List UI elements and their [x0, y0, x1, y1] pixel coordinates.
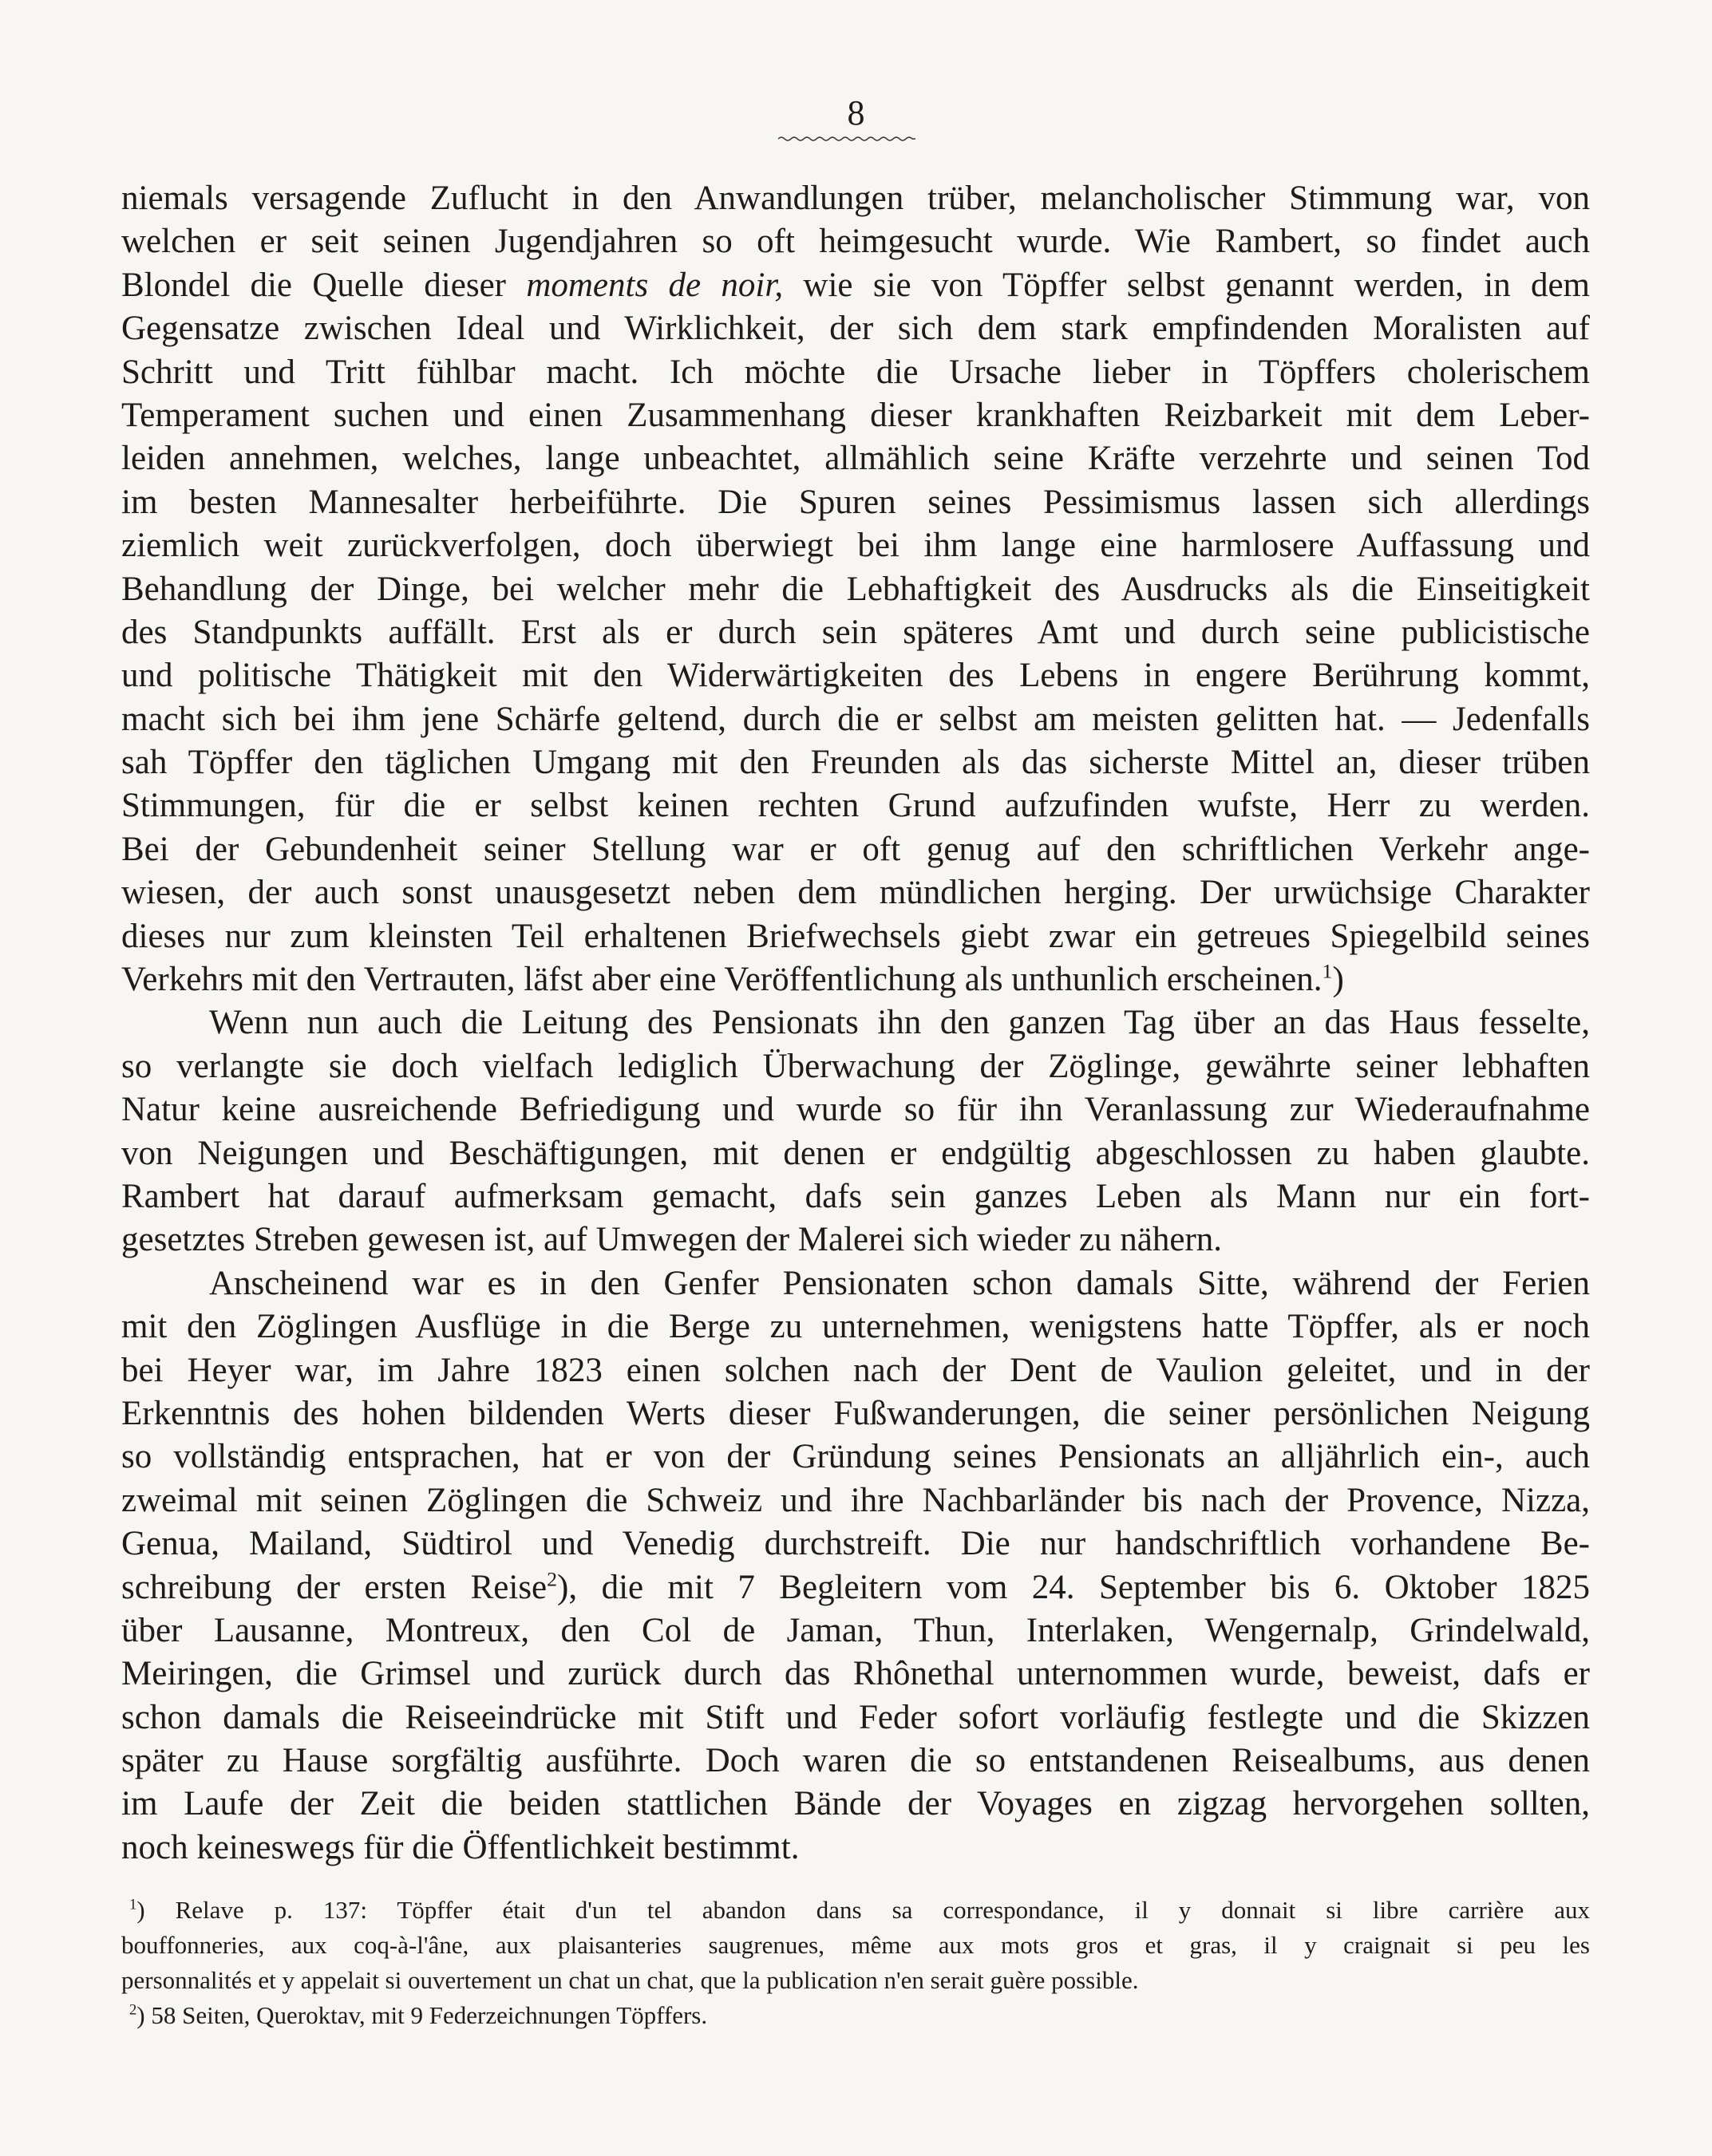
footnote-text: personnalités et y appelait si ouvertement un chat un chat, que la publication n'en serait guère possible. [121, 1966, 1139, 1994]
body-text: Genua, Mailand, Südtirol und Venedig durchstreift. Die nur handschriftlich vorhandene Be- [121, 1525, 1590, 1563]
footnote-text: bouffonneries, aux coq-à-l'âne, aux plaisanteries saugrenues, même aux mots gros et gras, il y craignait si peu les [121, 1931, 1590, 1959]
footnote-marker: 1 [1322, 959, 1333, 983]
body-text [121, 177, 1590, 1870]
body-text: und politische Thätigkeit mit den Widerwärtigkeiten des Lebens in engere Berührung kommt, [121, 657, 1590, 695]
body-text: macht sich bei ihm jene Schärfe geltend, durch die er selbst am meisten gelitten hat. — Jedenfalls [121, 700, 1590, 738]
footnote-line [121, 1998, 1590, 2033]
body-line [121, 568, 1590, 611]
body-text: gesetztes Streben gewesen ist, auf Umwegen der Malerei sich wieder zu nähern. [121, 1221, 1223, 1259]
body-text: wie sie von Töpffer selbst genannt werden, in dem [783, 266, 1591, 304]
body-text: Schritt und Tritt fühlbar macht. Ich möchte die Ursache lieber in Töpffers cholerischem [121, 353, 1590, 391]
body-line [121, 264, 1590, 307]
body-line [121, 1696, 1590, 1739]
body-line [121, 1349, 1590, 1392]
body-line [121, 177, 1590, 220]
body-text: zweimal mit seinen Zöglingen die Schweiz und ihre Nachbarländer bis nach der Provence, Nizza, [121, 1481, 1590, 1519]
body-line [121, 1522, 1590, 1566]
body-line [121, 1435, 1590, 1479]
footnote-marker: 2 [129, 2001, 137, 2019]
body-line [121, 1783, 1590, 1826]
body-text: Natur keine ausreichende Befriedigung und wurde so für ihn Veranlassung zur Wiederaufnahme [121, 1091, 1590, 1129]
footnote-line [121, 1893, 1590, 1928]
body-text: ) [1332, 961, 1344, 999]
body-line [121, 958, 1590, 1001]
footnote-text: ) Relave p. 137: Töpffer était d'un tel abandon dans sa correspondance, il y donnait si libre carrière aux [136, 1896, 1590, 1924]
body-text: im besten Mannesalter herbeiführte. Die Spuren seines Pessimismus lassen sich allerdings [121, 483, 1590, 521]
body-line [121, 220, 1590, 263]
body-text: Behandlung der Dinge, bei welcher mehr die Lebhaftigkeit des Ausdrucks als die Einseitigkeit [121, 570, 1590, 608]
body-text: Gegensatze zwischen Ideal und Wirklichkeit, der sich dem stark empfindenden Moralisten auf [121, 310, 1590, 348]
body-text: sah Töpffer den täglichen Umgang mit den Freunden als das sicherste Mittel an, dieser trüben [121, 744, 1590, 782]
body-line [121, 1739, 1590, 1783]
body-text: dieses nur zum kleinsten Teil erhaltenen Briefwechsels giebt zwar ein getreues Spiegelbild seines [121, 917, 1590, 955]
body-line [121, 481, 1590, 524]
body-line [121, 784, 1590, 827]
body-line [121, 1826, 1590, 1870]
body-text: niemals versagende Zuflucht in den Anwandlungen trüber, melancholischer Stimmung war, von [121, 180, 1590, 217]
footnotes [121, 1893, 1590, 2033]
body-italic-text: moments de noir, [526, 266, 784, 304]
body-text: Anscheinend war es in den Genfer Pensionaten schon damals Sitte, während der Ferien [209, 1264, 1590, 1302]
body-line [121, 437, 1590, 480]
body-text: wiesen, der auch sonst unausgesetzt neben dem mündlichen herging. Der urwüchsige Charakter [121, 874, 1590, 912]
body-line [121, 1218, 1590, 1262]
body-text: Rambert hat darauf aufmerksam gemacht, dafs sein ganzes Leben als Mann nur ein fort- [121, 1177, 1590, 1215]
body-line [121, 611, 1590, 654]
body-text: Blondel die Quelle dieser [121, 266, 527, 304]
body-text: leiden annehmen, welches, lange unbeachtet, allmählich seine Kräfte verzehrte und seinen Tod [121, 440, 1590, 478]
body-line [121, 524, 1590, 567]
body-line [121, 1479, 1590, 1522]
body-text: Meiringen, die Grimsel und zurück durch das Rhônethal unternommen wurde, beweist, dafs er [121, 1655, 1590, 1693]
footnote-marker: 1 [129, 1896, 137, 1913]
body-line [121, 741, 1590, 784]
footnote-line [121, 1963, 1590, 1998]
footnote-text: ) 58 Seiten, Queroktav, mit 9 Federzeichnungen Töpffers. [136, 2001, 708, 2029]
body-line [121, 915, 1590, 958]
body-text: ), die mit 7 Begleitern vom 24. September bis 6. Oktober 1825 [557, 1568, 1590, 1606]
body-text: so vollständig entsprachen, hat er von der Gründung seines Pensionats an alljährlich ein-, auch [121, 1438, 1590, 1476]
body-text: Wenn nun auch die Leitung des Pensionats ihn den ganzen Tag über an das Haus fesselte, [209, 1004, 1590, 1042]
body-text: schon damals die Reiseeindrücke mit Stift und Feder sofort vorläufig festlegte und die Skizzen [121, 1698, 1590, 1736]
body-line [121, 654, 1590, 697]
body-line [121, 1001, 1590, 1044]
body-line [121, 1653, 1590, 1696]
body-text: welchen er seit seinen Jugendjahren so oft heimgesucht wurde. Wie Rambert, so findet auch [121, 223, 1590, 261]
body-text: Stimmungen, für die er selbst keinen rechten Grund aufzufinden wufste, Herr zu werden. [121, 787, 1590, 825]
body-line [121, 351, 1590, 394]
body-text: von Neigungen und Beschäftigungen, mit denen er endgültig abgeschlossen zu haben glaubte. [121, 1134, 1590, 1172]
body-text: später zu Hause sorgfältig ausführte. Doch waren die so entstandenen Reisealbums, aus denen [121, 1742, 1590, 1780]
body-text: über Lausanne, Montreux, den Col de Jaman, Thun, Interlaken, Wengernalp, Grindelwald, [121, 1611, 1590, 1649]
body-text: im Laufe der Zeit die beiden stattlichen Bände der Voyages en zigzag hervorgehen sollten, [121, 1785, 1590, 1823]
body-line [121, 1088, 1590, 1131]
body-line [121, 1392, 1590, 1435]
body-line [121, 1045, 1590, 1088]
body-text: Verkehrs mit den Vertrauten, läfst aber eine Veröffentlichung als unthunlich erscheinen. [121, 961, 1323, 999]
body-text: bei Heyer war, im Jahre 1823 einen solchen nach der Dent de Vaulion geleitet, und in der [121, 1351, 1590, 1389]
body-line [121, 698, 1590, 741]
body-line [121, 1305, 1590, 1348]
body-text: ziemlich weit zurückverfolgen, doch überwiegt bei ihm lange eine harmlosere Auffassung und [121, 527, 1590, 565]
body-line [121, 307, 1590, 350]
body-line [121, 1175, 1590, 1218]
body-text: Temperament suchen und einen Zusammenhang dieser krankhaften Reizbarkeit mit dem Leber- [121, 396, 1590, 434]
body-text: Erkenntnis des hohen bildenden Werts dieser Fußwanderungen, die seiner persönlichen Neigung [121, 1394, 1590, 1432]
body-line [121, 1262, 1590, 1305]
body-line [121, 871, 1590, 914]
body-line [121, 394, 1590, 437]
page-number-ornament-rule [778, 136, 915, 142]
body-text: noch keineswegs für die Öffentlichkeit bestimmt. [121, 1828, 800, 1866]
body-line [121, 1132, 1590, 1175]
footnote-line [121, 1928, 1590, 1963]
body-line [121, 1609, 1590, 1653]
body-text: des Standpunkts auffällt. Erst als er durch sein späteres Amt und durch seine publicistische [121, 613, 1590, 651]
body-text: so verlangte sie doch vielfach lediglich Überwachung der Zöglinge, gewährte seiner lebhaften [121, 1047, 1590, 1085]
body-line [121, 1566, 1590, 1609]
footnote-marker: 2 [547, 1567, 558, 1591]
body-text: Bei der Gebundenheit seiner Stellung war er oft genug auf den schriftlichen Verkehr ange- [121, 830, 1590, 868]
body-text: schreibung der ersten Reise [121, 1568, 548, 1606]
body-text: mit den Zöglingen Ausflüge in die Berge zu unternehmen, wenigstens hatte Töpffer, als er noch [121, 1308, 1590, 1346]
page-number: 8 [847, 93, 865, 132]
body-line [121, 828, 1590, 871]
